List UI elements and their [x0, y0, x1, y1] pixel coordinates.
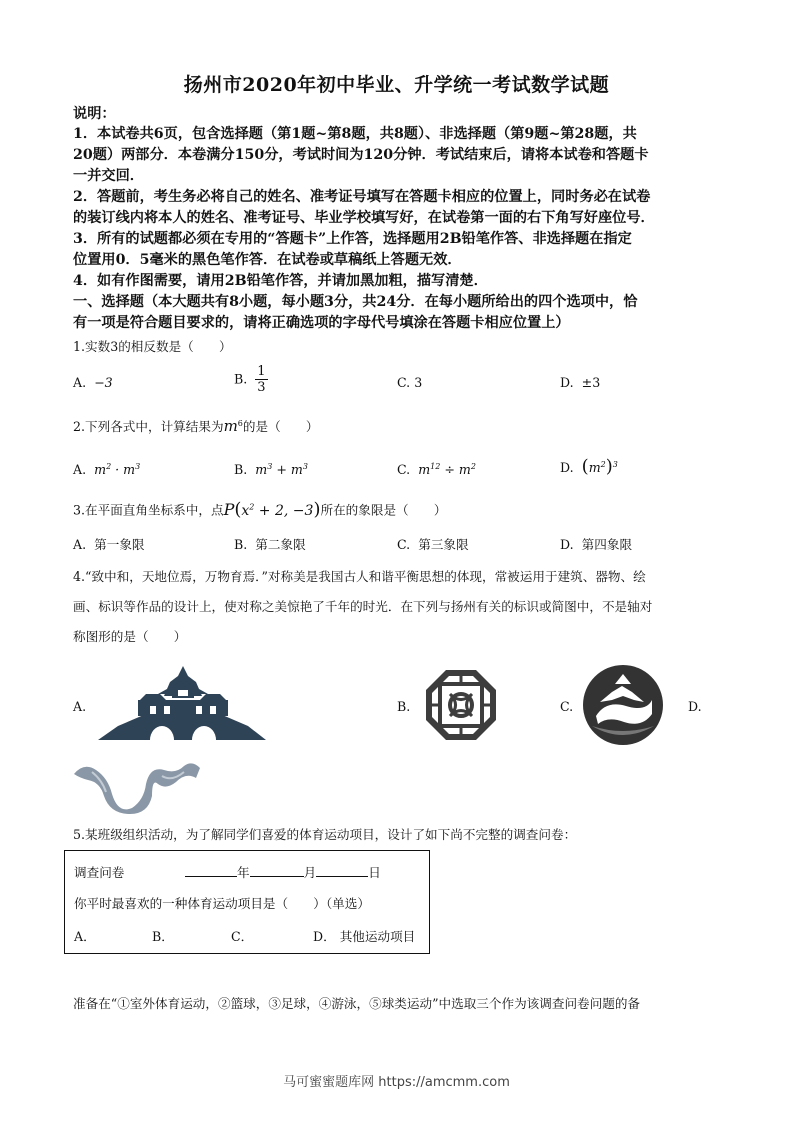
option-letter: D.: [560, 460, 574, 476]
survey-option-c: C．: [231, 929, 254, 944]
survey-box: [64, 850, 430, 954]
point-expression: $P(x^2 + 2$, −3): [223, 498, 321, 520]
octagon-lattice-image: [424, 668, 498, 742]
instructions-line: 一并交回．: [73, 168, 144, 184]
option-value: 第四象限: [581, 537, 633, 552]
option-value: 第一象限: [94, 537, 145, 552]
stem-text: 所在的象限是（ ）: [320, 502, 447, 518]
year-label: 年: [237, 865, 250, 880]
q4-option-a-letter: A.: [73, 699, 87, 714]
year-blank: [185, 864, 237, 877]
option-letter: B.: [234, 462, 248, 478]
option-letter: A.: [73, 462, 87, 478]
q1-option-a: [73, 374, 113, 392]
option-value: 第三象限: [418, 537, 469, 552]
q3-option-c: [397, 536, 469, 554]
option-letter: B.: [234, 371, 248, 387]
stem-text: 2.下列各式中，计算结果为: [73, 419, 224, 435]
q2-option-c: [397, 458, 476, 479]
instructions-line: 3．所有的试题都必须在专用的“答题卡”上作答，选择题用2B铅笔作答、非选择题在指定: [73, 231, 632, 247]
question-2-stem: [73, 415, 723, 436]
instructions-line: 位置用0．5毫米的黑色笔作答．在试卷或草稿纸上答题无效．: [73, 252, 462, 268]
survey-option-d: D． 其他运动项目: [313, 929, 416, 944]
instructions-line: 的装订线内将本人的姓名、准考证号、毕业学校填写好，在试卷第一面的右下角写好座位号．: [73, 210, 655, 226]
footer-watermark: 马可蜜蜜题库网 https://amcmm.com: [283, 1075, 510, 1090]
q1-option-d: [560, 374, 600, 392]
survey-question: 你平时最喜欢的一种体育运动项目是（ ）（单选）: [74, 896, 370, 911]
instructions-line: 20题）两部分．本卷满分150分，考试时间为120分钟．考试结束后，请将本试卷和答题卡: [73, 147, 649, 163]
section-heading: 有一项是符合题目要求的，请将正确选项的字母代号填涂在答题卡相应位置上）: [73, 315, 570, 331]
question-5-continuation: 准备在“①室外体育运动，②篮球，③足球，④游泳，⑤球类运动”中选取三个作为该调查问卷问题的备: [73, 996, 641, 1011]
question-4-stem: 画、标识等作品的设计上，使对称之美惊艳了千年的时光．在下列与扬州有关的标识或简图中，不是轴对: [73, 599, 653, 614]
round-emblem-image: [582, 664, 664, 746]
instructions-line: 1．本试卷共6页，包含选择题（第1题~第8题，共8题）、非选择题（第9题~第28题，共: [73, 126, 637, 142]
day-label: 日: [368, 865, 381, 880]
question-1-stem: 1.实数3的相反数是（ ）: [73, 339, 232, 354]
q4-option-b-letter: B.: [397, 699, 411, 714]
month-blank: [250, 864, 304, 877]
day-blank: [316, 864, 368, 877]
option-value: 3: [414, 375, 423, 390]
q2-option-a: [73, 458, 140, 479]
fraction: [255, 364, 267, 395]
expression: $m^3 + m^3$: [255, 462, 308, 478]
option-letter: C.: [397, 462, 411, 478]
option-letter: A.: [73, 375, 87, 390]
q1-option-c: [397, 374, 422, 392]
option-letter: C.: [397, 537, 411, 552]
survey-option-a: A．: [74, 929, 96, 944]
q4-option-d-letter: D.: [688, 699, 702, 714]
stem-exponent: 6: [237, 419, 243, 428]
expression: $m^{12} \div m^2$: [418, 462, 476, 478]
page-title: 扬州市2020年初中毕业、升学统一考试数学试题: [183, 74, 610, 96]
q4-option-c-letter: C.: [560, 699, 574, 714]
option-value: 第二象限: [255, 537, 306, 552]
month-label: 月: [303, 865, 317, 880]
survey-date: [185, 864, 381, 882]
fraction-denominator: 3: [257, 380, 266, 395]
q3-option-b: [234, 536, 306, 554]
option-value: −3: [94, 375, 113, 390]
q2-option-d: [560, 456, 618, 477]
question-5-stem: 5.某班级组织活动，为了解同学们喜爱的体育运动项目，设计了如下尚不完整的调查问卷：: [73, 827, 577, 842]
expression: $(m^2)^3$: [581, 456, 618, 478]
option-letter: D.: [560, 375, 574, 390]
section-heading: 一、选择题（本大题共有8小题，每小题3分，共24分．在每小题所给出的四个选项中，恰: [73, 294, 638, 310]
survey-title: 调查问卷: [74, 865, 125, 880]
option-letter: B.: [234, 537, 248, 552]
stem-variable: m: [223, 417, 238, 436]
pavilion-bridge-image: [98, 664, 268, 742]
instructions-line: 2．答题前，考生务必将自己的姓名、准考证号填写在答题卡相应的位置上，同时务必在试卷: [73, 189, 651, 205]
fraction-numerator: 1: [257, 364, 266, 379]
question-4-stem: 4.“致中和，天地位焉，万物育焉．”对称美是我国古人和谐平衡思想的体现，常被运用于建筑、器物、绘: [73, 569, 646, 584]
q1-option-b: [234, 364, 268, 395]
instructions-label: 说明：: [73, 106, 116, 122]
expression: $m^2 \cdot m^3$: [94, 462, 141, 478]
option-letter: D.: [560, 537, 574, 552]
question-3-stem: [73, 498, 723, 520]
question-4-stem: 称图形的是（ ）: [73, 629, 187, 644]
option-letter: C.: [397, 375, 411, 390]
option-value: ±3: [581, 375, 601, 390]
stem-text: 3.在平面直角坐标系中，点: [73, 502, 224, 518]
river-curve-image: [72, 756, 202, 816]
q2-option-b: [234, 458, 308, 479]
instructions-line: 4．如有作图需要，请用2B铅笔作答，并请加黑加粗，描写清楚．: [73, 273, 488, 289]
survey-option-b: B．: [152, 929, 174, 944]
stem-text: 的是（ ）: [242, 419, 319, 435]
option-letter: A.: [73, 537, 87, 552]
q3-option-a: [73, 536, 145, 554]
q3-option-d: [560, 536, 632, 554]
